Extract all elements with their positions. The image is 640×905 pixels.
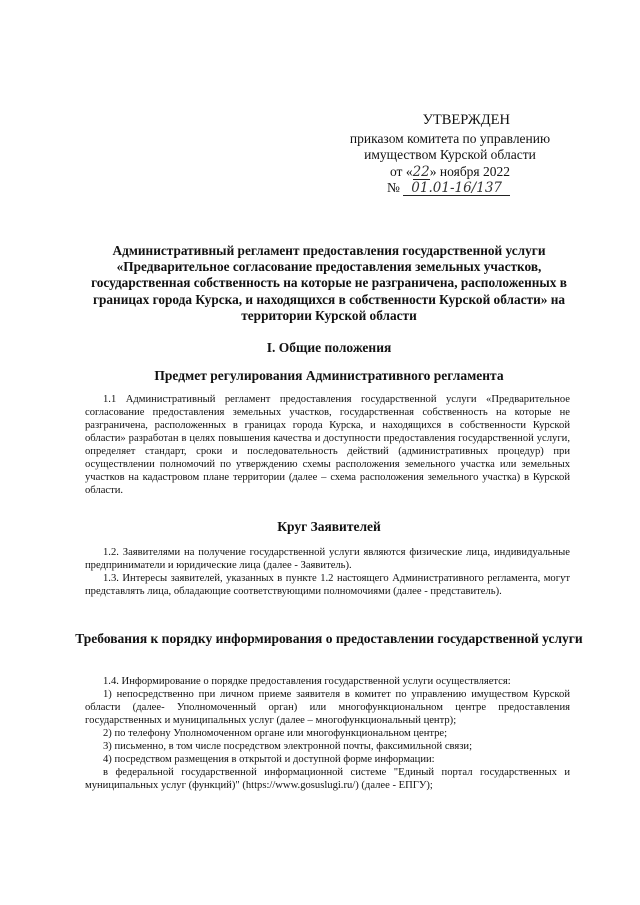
paragraph-1-4-text: 1.4. Информирование о порядке предоставления государственной услуги осуществляется: <box>103 676 511 687</box>
list-item-3: 3) письменно, в том числе посредством электронной почты, факсимильной связи; <box>103 741 473 752</box>
section-heading-general: I. Общие положения <box>266 340 392 355</box>
approval-line-2: имуществом Курской области <box>364 147 536 162</box>
number-prefix: № <box>387 180 400 195</box>
date-prefix: от « <box>389 163 413 179</box>
approval-title: УТВЕРЖДЕН <box>422 112 510 128</box>
paragraph-1-1-text: 1.1 Административный регламент предоставления государственной услуги «Предварительное согласование предоставления земельных участков, государственная собственность на которые не разграничена, расположенных в границах города Курска, и находящихся в собственности Курской области» разработан в целях повышения качества и доступности предоставления государственной услуги, определяет стандарт, сроки и последовательность действий (административных процедур) при осуществлении полномочий по утверждению схемы расположения земельного участка или земельных участков на кадастровом плане территории (далее – схема расположения земельного участка) в Курской области. <box>85 394 570 496</box>
approval-date <box>330 164 570 181</box>
date-suffix: » ноября 2022 <box>429 163 511 179</box>
approval-number <box>330 180 570 197</box>
list-item-4a: в федеральной государственной информационной системе "Единый портал государственных и муниципальных услуг (функций)" (https://www.gosuslugi.ru/) (далее - ЕПГУ); <box>85 767 570 791</box>
section-heading-informing: Требования к порядку информирования о предоставлении государственной услуги <box>75 631 583 646</box>
number-handwritten: 01.01-16/137 <box>403 181 510 196</box>
approval-line-1: приказом комитета по управлению <box>349 130 551 146</box>
section-heading-applicants: Круг Заявителей <box>277 519 381 534</box>
date-day-handwritten: 22 <box>412 163 430 180</box>
list-item-2: 2) по телефону Уполномоченном органе или многофункциональном центре; <box>103 728 448 739</box>
section-subheading-subject: Предмет регулирования Административного регламента <box>154 368 504 383</box>
paragraph-1-4 <box>85 675 570 792</box>
list-item-4: 4) посредством размещения в открытой и доступной форме информации: <box>103 754 435 765</box>
paragraph-1-2 <box>85 546 570 598</box>
paragraph-1-3-text: 1.3. Интересы заявителей, указанных в пункте 1.2 настоящего Административного регламента, могут представлять лица, обладающие соответствующими полномочиями (далее - представитель). <box>85 573 570 597</box>
approval-block <box>330 112 570 197</box>
paragraph-1-2-text: 1.2. Заявителями на получение государственной услуги являются физические лица, индивидуальные предприниматели и юридические лица (далее - Заявитель). <box>85 547 570 571</box>
list-item-1: 1) непосредственно при личном приеме заявителя в комитет по управлению имуществом Курской области (далее- Уполномоченный орган) или многофункциональном центре предоставления государственных и муниципальных услуг (далее – многофункциональный центр); <box>85 689 570 726</box>
paragraph-1-1 <box>85 393 570 497</box>
document-title: Административный регламент предоставления государственной услуги «Предварительное согласование предоставления земельных участков, государственная собственность на которые не разграничена, расположенных в границах города Курска, и находящихся в собственности Курской области» на территории Курской области <box>91 243 567 323</box>
